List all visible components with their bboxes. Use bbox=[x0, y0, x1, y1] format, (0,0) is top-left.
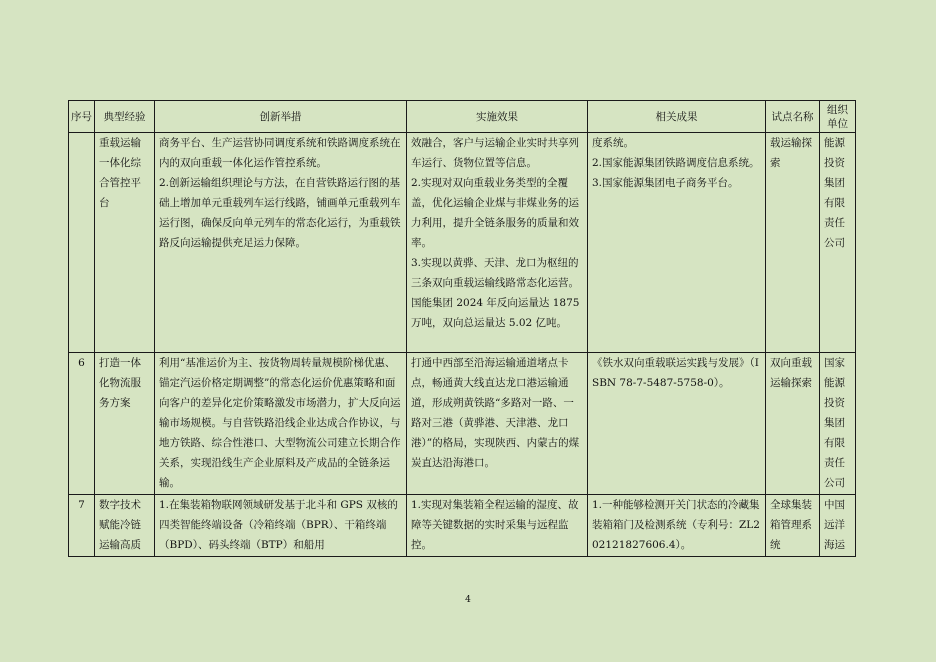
cell-results: 1.一种能够检测开关门状态的冷藏集装箱箱门及检测系统（专利号：ZL202121827606.4）。 bbox=[588, 495, 766, 557]
cell-measures: 利用“基准运价为主、按货物周转量规模阶梯优惠、锚定汽运价格定期调整”的常态化运价优惠策略和面向客户的差异化定价策略激发市场潜力，扩大反向运输市场规模。与自营铁路沿线企业达成合作协议，与地方铁路、综合性港口、大型物流公司建立长期合作关系，实现沿线生产企业原料及产成品的全链条运输。 bbox=[155, 353, 407, 495]
header-seq: 序号 bbox=[69, 101, 95, 133]
cell-results: 《铁水双向重载联运实践与发展》（ISBN 78-7-5487-5758-0）。 bbox=[588, 353, 766, 495]
table-row bbox=[69, 353, 856, 495]
cell-pilot: 全球集装箱管理系统 bbox=[766, 495, 820, 557]
header-measures: 创新举措 bbox=[155, 101, 407, 133]
header-results: 相关成果 bbox=[588, 101, 766, 133]
cell-seq: 6 bbox=[69, 353, 95, 495]
cell-measures: 1.在集装箱物联网领域研发基于北斗和 GPS 双核的四类智能终端设备（冷箱终端（BPR）、干箱终端（BPD）、码头终端（BTP）和船用 bbox=[155, 495, 407, 557]
cell-effects: 1.实现对集装箱全程运输的湿度、故障等关键数据的实时采集与远程监控。 bbox=[407, 495, 588, 557]
cell-org: 国家能源投资集团有限责任公司 bbox=[820, 353, 856, 495]
cell-results: 度系统。 2.国家能源集团铁路调度信息系统。 3.国家能源集团电子商务平台。 bbox=[588, 133, 766, 353]
cell-experience: 重载运输一体化综合管控平台 bbox=[95, 133, 155, 353]
header-experience: 典型经验 bbox=[95, 101, 155, 133]
cell-seq: 7 bbox=[69, 495, 95, 557]
header-effects: 实施效果 bbox=[407, 101, 588, 133]
cell-pilot: 载运输探索 bbox=[766, 133, 820, 353]
page-number: 4 bbox=[465, 595, 471, 605]
cell-experience: 打造一体化物流服务方案 bbox=[95, 353, 155, 495]
cell-effects: 打通中西部至沿海运输通道堵点卡点，畅通黄大线直达龙口港运输通道，形成朔黄铁路“多路对一路、一路对三港（黄骅港、天津港、龙口港）”的格局，实现陕西、内蒙古的煤炭直达沿海港口。 bbox=[407, 353, 588, 495]
cell-effects: 效融合，客户与运输企业实时共享列车运行、货物位置等信息。 2.实现对双向重载业务类型的全覆盖，优化运输企业煤与非煤业务的运力利用，提升全链条服务的质量和效率。 3.实现以黄骅、天津、龙口为枢纽的三条双向重载运输线路常态化运营。国能集团 2024 年反向运量达 1875 万吨，双向总运量达 5.02 亿吨。 bbox=[407, 133, 588, 353]
header-org: 组织单位 bbox=[820, 101, 856, 133]
header-pilot: 试点名称 bbox=[766, 101, 820, 133]
cell-seq bbox=[69, 133, 95, 353]
cell-org: 中国远洋海运 bbox=[820, 495, 856, 557]
cell-measures: 商务平台、生产运营协同调度系统和铁路调度系统在内的双向重载一体化运作管控系统。 2.创新运输组织理论与方法，在自营铁路运行图的基础上增加单元重载列车运行线路，铺画单元重载列车运行图，确保反向单元列车的常态化运行，为重载铁路反向运输提供充足运力保障。 bbox=[155, 133, 407, 353]
table-row bbox=[69, 133, 856, 353]
cases-table bbox=[68, 100, 856, 557]
cell-experience: 数字技术赋能冷链运输高质 bbox=[95, 495, 155, 557]
table-header-row bbox=[69, 101, 856, 133]
cell-pilot: 双向重载运输探索 bbox=[766, 353, 820, 495]
cell-org: 能源投资集团有限责任公司 bbox=[820, 133, 856, 353]
table-row bbox=[69, 495, 856, 557]
